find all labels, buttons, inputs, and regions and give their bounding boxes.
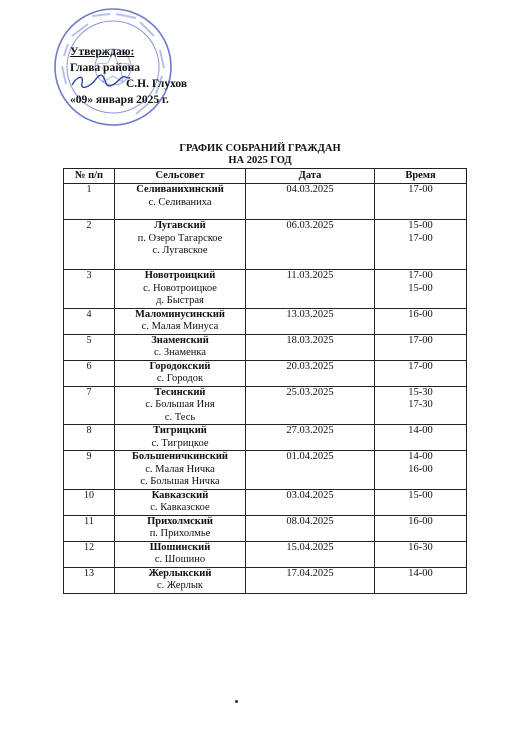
row-number: 4	[64, 308, 115, 334]
council-name: Жерлыкский	[148, 567, 212, 579]
time-cell	[375, 184, 467, 220]
row-number: 3	[64, 270, 115, 309]
village-name: с. Малая Ничка	[145, 463, 215, 475]
row-number: 5	[64, 334, 115, 360]
header-date: Дата	[246, 169, 375, 184]
council-name: Тесинский	[154, 386, 206, 398]
approval-position: Глава района	[70, 62, 140, 74]
time-cell	[375, 451, 467, 490]
meeting-time: 14-00	[408, 425, 433, 436]
village-name: с. Большая Ничка	[140, 476, 220, 487]
row-number: 10	[64, 489, 115, 515]
meeting-time: 15-30	[408, 386, 433, 398]
time-cell	[375, 489, 467, 515]
council-cell	[115, 334, 246, 360]
meeting-date: 04.03.2025	[246, 184, 375, 220]
village-name: с. Новотроицкое	[143, 282, 217, 294]
council-name: Селиванихинский	[136, 184, 224, 195]
table-row	[64, 386, 467, 425]
meeting-time: 17-00	[408, 232, 433, 244]
table-row	[64, 334, 467, 360]
handwritten-signature	[70, 73, 132, 89]
council-cell	[115, 489, 246, 515]
table-row	[64, 360, 467, 386]
council-name: Тигрицкий	[153, 425, 207, 436]
time-cell	[375, 386, 467, 425]
row-number: 7	[64, 386, 115, 425]
header-number: № п/п	[64, 169, 115, 184]
meeting-time: 17-30	[408, 399, 433, 410]
time-cell	[375, 360, 467, 386]
table-row	[64, 308, 467, 334]
meeting-date: 03.04.2025	[246, 489, 375, 515]
table-row	[64, 220, 467, 270]
row-number: 9	[64, 451, 115, 490]
council-name: Лугавский	[154, 220, 206, 231]
approval-signer: С.Н. Глухов	[126, 78, 188, 90]
meeting-date: 25.03.2025	[246, 386, 375, 425]
village-name: д. Быстрая	[156, 295, 204, 306]
village-name: с. Тигрицкое	[151, 437, 209, 449]
time-cell	[375, 515, 467, 541]
meeting-time: 15-00	[408, 220, 433, 231]
meeting-date: 08.04.2025	[246, 515, 375, 541]
village-name: п. Прихолмье	[149, 528, 211, 539]
time-cell	[375, 220, 467, 270]
meeting-time: 14-00	[408, 451, 433, 462]
header-time: Время	[375, 169, 467, 184]
meeting-time: 15-00	[408, 489, 433, 501]
council-name: Шошинский	[149, 541, 211, 553]
council-cell	[115, 541, 246, 567]
meeting-date: 11.03.2025	[246, 270, 375, 309]
time-cell	[375, 425, 467, 451]
village-name: с. Большая Иня	[145, 399, 215, 410]
table-row	[64, 489, 467, 515]
meeting-time: 17-00	[408, 334, 433, 346]
village-name: с. Шошино	[154, 554, 206, 565]
council-name: Новотроицкий	[144, 270, 216, 281]
meeting-time: 14-00	[408, 567, 433, 579]
approval-date: «09» января 2025 г.	[70, 94, 169, 106]
row-number: 12	[64, 541, 115, 567]
village-name: с. Малая Минуса	[141, 321, 219, 332]
row-number: 11	[64, 515, 115, 541]
meeting-date: 15.04.2025	[246, 541, 375, 567]
meeting-time: 16-00	[408, 515, 433, 527]
table-row	[64, 451, 467, 490]
council-name: Знаменский	[151, 334, 209, 346]
time-cell	[375, 270, 467, 309]
village-name: с. Кавказское	[150, 502, 210, 513]
council-cell	[115, 515, 246, 541]
council-cell	[115, 451, 246, 490]
meeting-date: 06.03.2025	[246, 220, 375, 270]
time-cell	[375, 334, 467, 360]
meeting-time: 16-00	[408, 463, 433, 475]
row-number: 8	[64, 425, 115, 451]
council-name: Прихолмский	[147, 515, 213, 527]
table-row	[64, 515, 467, 541]
meeting-time: 15-00	[408, 282, 433, 294]
meeting-date: 01.04.2025	[246, 451, 375, 490]
page-mark	[235, 700, 238, 703]
council-cell	[115, 425, 246, 451]
table-row	[64, 425, 467, 451]
header-council: Сельсовет	[115, 169, 246, 184]
row-number: 2	[64, 220, 115, 270]
meeting-time: 17-00	[408, 184, 433, 195]
row-number: 13	[64, 567, 115, 593]
village-name: с. Лугавское	[152, 245, 208, 256]
document-title: ГРАФИК СОБРАНИЙ ГРАЖДАН	[179, 143, 341, 154]
village-name: с. Жерлык	[157, 580, 203, 591]
table-row	[64, 184, 467, 220]
village-name: с. Тесь	[164, 411, 196, 423]
time-cell	[375, 567, 467, 593]
village-name: с. Знаменка	[154, 347, 206, 358]
council-cell	[115, 184, 246, 220]
meeting-time: 17-00	[408, 360, 433, 372]
meeting-date: 18.03.2025	[246, 334, 375, 360]
meeting-date: 13.03.2025	[246, 308, 375, 334]
meeting-date: 27.03.2025	[246, 425, 375, 451]
document-subtitle: НА 2025 ГОД	[228, 155, 292, 166]
village-name: с. Селиваниха	[148, 196, 212, 208]
council-cell	[115, 220, 246, 270]
schedule-table	[63, 168, 467, 594]
village-name: п. Озеро Тагарское	[137, 232, 223, 244]
village-name: с. Городок	[156, 373, 204, 384]
council-cell	[115, 308, 246, 334]
council-cell	[115, 567, 246, 593]
council-cell	[115, 386, 246, 425]
council-name: Большеничкинский	[131, 451, 228, 462]
council-name: Городокский	[149, 360, 211, 372]
meeting-date: 20.03.2025	[246, 360, 375, 386]
council-name: Маломинусинский	[135, 308, 225, 320]
table-row	[64, 541, 467, 567]
approval-heading: Утверждаю:	[70, 46, 135, 58]
council-name: Кавказский	[151, 489, 209, 501]
time-cell	[375, 541, 467, 567]
meeting-time: 17-00	[408, 270, 433, 281]
meeting-time: 16-00	[408, 308, 433, 320]
time-cell	[375, 308, 467, 334]
table-row	[64, 270, 467, 309]
council-cell	[115, 360, 246, 386]
meeting-date: 17.04.2025	[246, 567, 375, 593]
row-number: 1	[64, 184, 115, 220]
row-number: 6	[64, 360, 115, 386]
council-cell	[115, 270, 246, 309]
table-row	[64, 567, 467, 593]
table-header-row	[64, 169, 467, 184]
meeting-time: 16-30	[408, 541, 433, 553]
